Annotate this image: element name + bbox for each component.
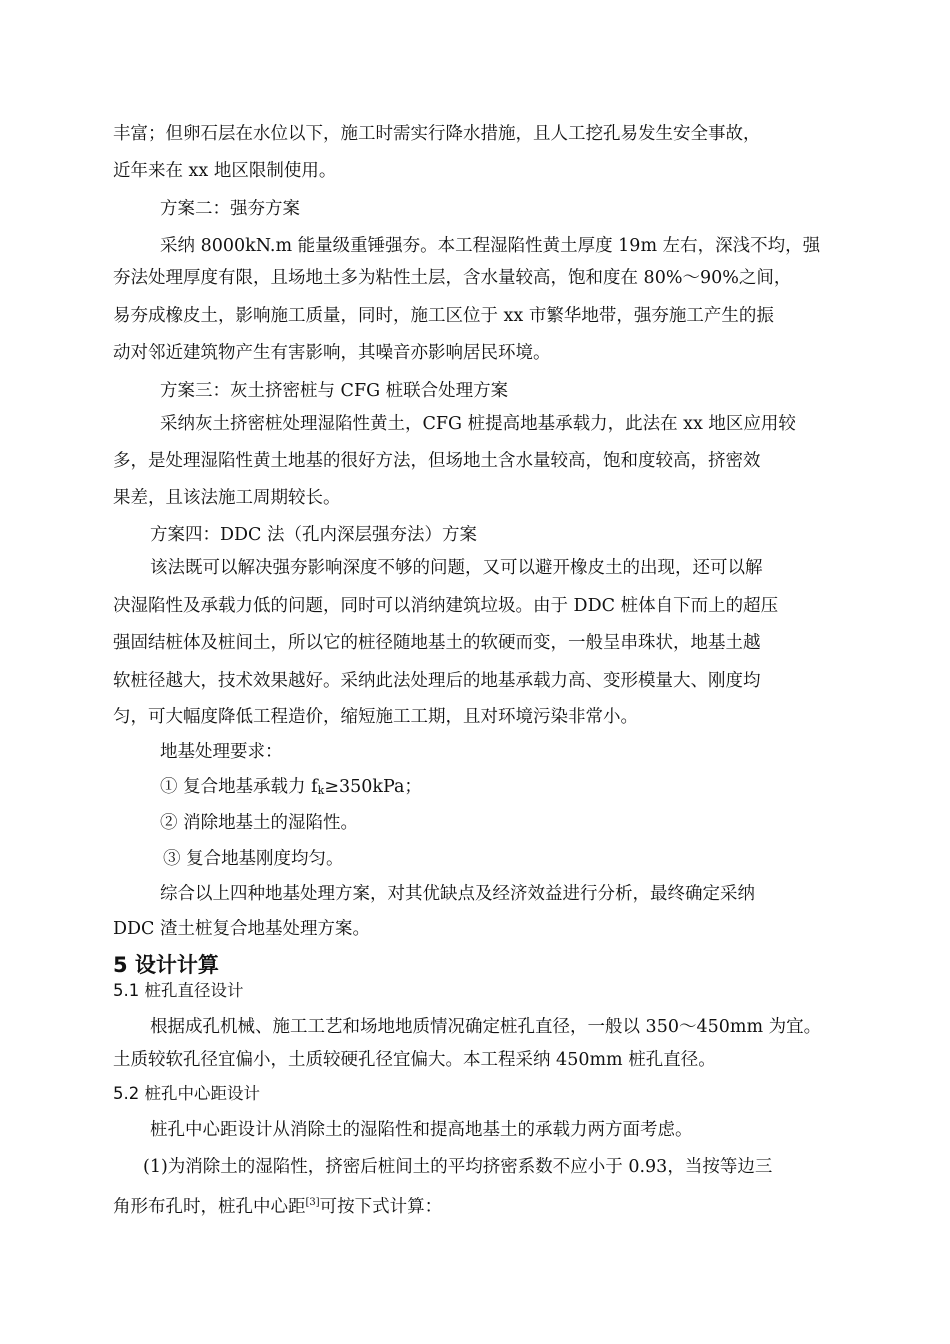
requirement-item: ③ 复合地基刚度均匀。 xyxy=(163,849,344,869)
citation-ref: [3] xyxy=(305,1197,320,1208)
paragraph-line: 采纳 8000kN.m 能量级重锤强夯。本工程湿陷性黄土厚度 19m 左右，深浅不均，强 xyxy=(160,236,821,256)
paragraph-line: 土质较软孔径宜偏小，土质较硬孔径宜偏大。本工程采纳 450mm 桩孔直径。 xyxy=(113,1050,716,1070)
subscript: k xyxy=(317,784,325,797)
subsection-heading: 5.2 桩孔中心距设计 xyxy=(113,1084,260,1103)
paragraph-line: 动对邻近建筑物产生有害影响，其噪音亦影响居民环境。 xyxy=(113,343,551,363)
paragraph-text: 角形布孔时，桩孔中心距 xyxy=(113,1197,306,1217)
paragraph-line: DDC 渣土桩复合地基处理方案。 xyxy=(113,919,371,939)
paragraph-line: 桩孔中心距设计从消除土的湿陷性和提高地基土的承载力两方面考虑。 xyxy=(150,1120,693,1140)
paragraph-text: 可按下式计算： xyxy=(319,1197,443,1217)
paragraph-line: 强固结桩体及桩间土，所以它的桩径随地基土的软硬而变，一般呈串珠状，地基土越 xyxy=(113,633,761,653)
requirement-item xyxy=(160,776,422,802)
scheme-title: 方案四：DDC 法（孔内深层强夯法）方案 xyxy=(150,525,478,545)
requirement-text: ① 复合地基承载力 f xyxy=(160,777,318,797)
paragraph-line: 易夯成橡皮土，影响施工质量，同时，施工区位于 xx 市繁华地带，强夯施工产生的振 xyxy=(113,306,774,326)
paragraph-line: 丰富；但卵石层在水位以下，施工时需实行降水措施，且人工挖孔易发生安全事故， xyxy=(113,124,761,144)
scheme-title: 方案二：强夯方案 xyxy=(160,199,300,219)
scheme-title: 方案三：灰土挤密桩与 CFG 桩联合处理方案 xyxy=(160,381,509,401)
paragraph-line: 软桩径越大，技术效果越好。采纳此法处理后的地基承载力高、变形模量大、刚度均 xyxy=(113,671,761,691)
paragraph-line: 该法既可以解决强夯影响深度不够的问题，又可以避开橡皮土的出现，还可以解 xyxy=(150,558,763,578)
requirement-value: ≥350kPa； xyxy=(324,777,422,797)
paragraph-line: 近年来在 xx 地区限制使用。 xyxy=(113,161,337,181)
paragraph-line: 综合以上四种地基处理方案，对其优缺点及经济效益进行分析，最终确定采纳 xyxy=(160,884,755,904)
section-heading: 5 设计计算 xyxy=(113,953,219,977)
paragraph-line: 根据成孔机械、施工工艺和场地地质情况确定桩孔直径，一般以 350～450mm 为宜。 xyxy=(150,1017,822,1037)
paragraph-line: 果差，且该法施工周期较长。 xyxy=(113,488,341,508)
paragraph-line: 夯法处理厚度有限，且场地土多为粘性土层，含水量较高，饱和度在 80%～90%之间， xyxy=(113,268,792,288)
paragraph-line: 决湿陷性及承载力低的问题，同时可以消纳建筑垃圾。由于 DDC 桩体自下而上的超压 xyxy=(113,596,779,616)
paragraph-line: 采纳灰土挤密桩处理湿陷性黄土，CFG 桩提高地基承载力，此法在 xx 地区应用较 xyxy=(160,414,796,434)
paragraph-line xyxy=(113,1192,442,1218)
paragraph-line: 多，是处理湿陷性黄土地基的很好方法，但场地土含水量较高，饱和度较高，挤密效 xyxy=(113,451,761,471)
requirements-title: 地基处理要求： xyxy=(160,742,283,762)
paragraph-line: 匀，可大幅度降低工程造价，缩短施工工期，且对环境污染非常小。 xyxy=(113,707,638,727)
paragraph-line: (1)为消除土的湿陷性，挤密后桩间土的平均挤密系数不应小于 0.93，当按等边三 xyxy=(143,1157,773,1177)
subsection-heading: 5.1 桩孔直径设计 xyxy=(113,981,244,1000)
requirement-item: ② 消除地基土的湿陷性。 xyxy=(160,813,359,833)
